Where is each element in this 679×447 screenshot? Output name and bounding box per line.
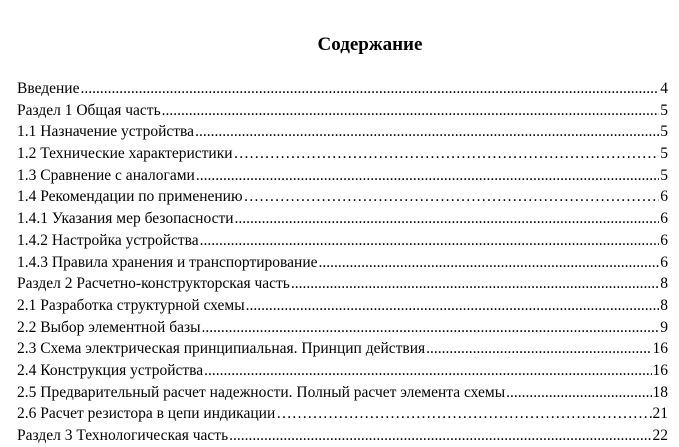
toc-page-number: 22	[652, 427, 668, 444]
toc-entry-label: Введение	[17, 80, 80, 97]
toc-entry-label: Раздел 2 Расчетно-конструкторская часть	[17, 275, 290, 293]
toc-page-number: 5	[660, 145, 668, 163]
toc-page-number: 6	[660, 231, 668, 249]
toc-dot-leader	[162, 100, 660, 122]
toc-entry-label: 1.4 Рекомендации по применению	[17, 188, 243, 206]
toc-page-number: 21	[652, 405, 668, 423]
toc-dot-leader	[234, 143, 660, 165]
toc-dot-leader	[202, 317, 660, 339]
toc-entry-label: 2.6 Расчет резистора в цепи индикации	[17, 405, 276, 423]
toc-page-number: 5	[660, 166, 668, 184]
toc-entry	[17, 295, 668, 317]
toc-entry	[17, 208, 668, 230]
toc-dot-leader	[319, 252, 660, 274]
toc-dot-leader	[196, 165, 659, 187]
toc-entry	[17, 100, 668, 122]
toc-dot-leader	[291, 273, 659, 295]
toc-entry-label: 1.2 Технические характеристики	[17, 145, 233, 163]
toc-dot-leader	[80, 78, 659, 100]
toc-entry	[17, 403, 668, 425]
toc-entry	[17, 273, 668, 295]
toc-dot-leader	[276, 403, 651, 425]
toc-entry-label: 2.5 Предварительный расчет надежности. Полный расчет элемента схемы	[17, 383, 506, 401]
toc-dot-leader	[204, 360, 651, 382]
toc-entry-label: 2.4 Конструкция устройства	[17, 361, 204, 379]
toc-entry	[17, 252, 668, 274]
toc-entry-label: 2.1 Разработка структурной схемы	[17, 296, 245, 314]
toc-entry	[17, 338, 668, 360]
toc-page-number: 4	[660, 80, 668, 97]
toc-entry	[17, 78, 668, 100]
toc-page-number: 8	[660, 275, 668, 293]
toc-list	[17, 78, 668, 447]
toc-page-number: 18	[652, 383, 668, 401]
toc-entry-label: Раздел 1 Общая часть	[17, 101, 161, 119]
toc-entry-label: 1.4.1 Указания мер безопасности	[17, 210, 234, 228]
toc-entry	[17, 165, 668, 187]
toc-entry	[17, 186, 668, 208]
toc-entry-label: 1.3 Сравнение с аналогами	[17, 166, 195, 184]
toc-dot-leader	[244, 186, 660, 208]
toc-dot-leader	[235, 208, 660, 230]
toc-entry-label: Раздел 3 Технологическая часть	[17, 427, 229, 444]
toc-page-number: 5	[660, 101, 668, 119]
toc-page-number: 8	[660, 296, 668, 314]
toc-entry	[17, 425, 668, 447]
toc-dot-leader	[506, 382, 651, 404]
toc-dot-leader	[229, 425, 651, 447]
toc-entry	[17, 360, 668, 382]
toc-page-number: 6	[660, 253, 668, 271]
toc-entry	[17, 230, 668, 252]
toc-entry-label: 1.4.3 Правила хранения и транспортирование	[17, 253, 318, 271]
toc-page-number: 5	[660, 123, 668, 141]
toc-dot-leader	[195, 121, 659, 143]
toc-entry	[17, 121, 668, 143]
toc-entry-label: 1.1 Назначение устройства	[17, 123, 195, 141]
toc-page-number: 16	[652, 361, 668, 379]
toc-page-number: 6	[660, 188, 668, 206]
toc-entry-label: 2.2 Выбор элементной базы	[17, 318, 201, 336]
toc-page-number: 16	[652, 340, 668, 358]
toc-entry	[17, 317, 668, 339]
toc-page-number: 9	[660, 318, 668, 336]
toc-title: Содержание	[317, 34, 423, 55]
toc-page-number: 6	[660, 210, 668, 228]
toc-dot-leader	[200, 230, 660, 252]
toc-dot-leader	[426, 338, 651, 360]
toc-entry	[17, 143, 668, 165]
toc-entry-label: 1.4.2 Настройка устройства	[17, 231, 199, 249]
toc-dot-leader	[246, 295, 660, 317]
toc-entry-label: 2.3 Схема электрическая принципиальная. Принцип действия	[17, 340, 426, 358]
toc-entry	[17, 382, 668, 404]
